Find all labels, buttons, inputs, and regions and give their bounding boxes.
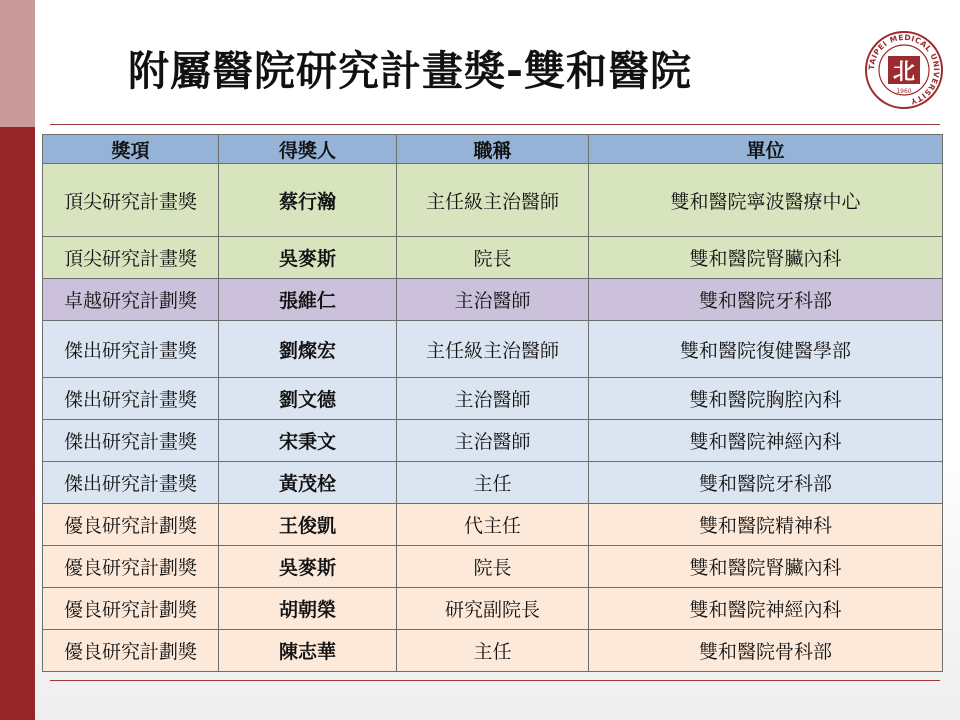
taipei-medical-university-seal-icon xyxy=(864,30,944,110)
divider-bottom xyxy=(50,680,940,681)
cell-award: 傑出研究計畫獎 xyxy=(43,462,219,504)
accent-bar-light xyxy=(0,0,35,127)
table-row xyxy=(43,237,943,279)
cell-recipient: 宋秉文 xyxy=(219,420,397,462)
cell-award: 優良研究計劃獎 xyxy=(43,504,219,546)
table-row xyxy=(43,630,943,672)
cell-award: 傑出研究計畫獎 xyxy=(43,420,219,462)
cell-unit: 雙和醫院骨科部 xyxy=(589,630,943,672)
table-row xyxy=(43,462,943,504)
cell-position: 主任級主治醫師 xyxy=(397,164,589,237)
cell-position: 主任 xyxy=(397,462,589,504)
cell-recipient: 胡朝榮 xyxy=(219,588,397,630)
header-unit: 單位 xyxy=(589,135,943,164)
accent-bar xyxy=(0,127,35,720)
cell-recipient: 王俊凱 xyxy=(219,504,397,546)
cell-recipient: 吳麥斯 xyxy=(219,546,397,588)
cell-recipient: 陳志華 xyxy=(219,630,397,672)
cell-position: 主治醫師 xyxy=(397,279,589,321)
header-award: 獎項 xyxy=(43,135,219,164)
cell-award: 傑出研究計畫獎 xyxy=(43,378,219,420)
divider-top xyxy=(50,124,940,125)
cell-position: 研究副院長 xyxy=(397,588,589,630)
table-row xyxy=(43,279,943,321)
cell-unit: 雙和醫院神經內科 xyxy=(589,588,943,630)
logo-year: 1960 xyxy=(896,88,912,95)
cell-award: 優良研究計劃獎 xyxy=(43,546,219,588)
cell-unit: 雙和醫院神經內科 xyxy=(589,420,943,462)
awards-table xyxy=(42,134,943,672)
cell-award: 頂尖研究計畫獎 xyxy=(43,237,219,279)
table-row xyxy=(43,420,943,462)
cell-position: 院長 xyxy=(397,237,589,279)
logo-glyph: 北 xyxy=(892,60,916,85)
cell-recipient: 蔡行瀚 xyxy=(219,164,397,237)
cell-recipient: 吳麥斯 xyxy=(219,237,397,279)
table-row xyxy=(43,504,943,546)
table-row xyxy=(43,546,943,588)
table-row xyxy=(43,378,943,420)
cell-position: 代主任 xyxy=(397,504,589,546)
cell-award: 優良研究計劃獎 xyxy=(43,630,219,672)
cell-recipient: 張維仁 xyxy=(219,279,397,321)
cell-recipient: 劉燦宏 xyxy=(219,321,397,378)
cell-unit: 雙和醫院胸腔內科 xyxy=(589,378,943,420)
page-title: 附屬醫院研究計畫獎-雙和醫院 xyxy=(128,47,693,95)
cell-recipient: 劉文德 xyxy=(219,378,397,420)
cell-unit: 雙和醫院精神科 xyxy=(589,504,943,546)
cell-unit: 雙和醫院腎臟內科 xyxy=(589,237,943,279)
cell-unit: 雙和醫院復健醫學部 xyxy=(589,321,943,378)
cell-unit: 雙和醫院牙科部 xyxy=(589,462,943,504)
logo-ring-text: TAIPEI MEDICAL UNIVERSITY xyxy=(866,32,942,107)
table-row xyxy=(43,164,943,237)
cell-position: 主治醫師 xyxy=(397,420,589,462)
header-position: 職稱 xyxy=(397,135,589,164)
cell-position: 主治醫師 xyxy=(397,378,589,420)
cell-award: 頂尖研究計畫獎 xyxy=(43,164,219,237)
cell-award: 傑出研究計畫獎 xyxy=(43,321,219,378)
cell-unit: 雙和醫院腎臟內科 xyxy=(589,546,943,588)
table-row xyxy=(43,321,943,378)
cell-unit: 雙和醫院牙科部 xyxy=(589,279,943,321)
cell-position: 主任 xyxy=(397,630,589,672)
header-recipient: 得獎人 xyxy=(219,135,397,164)
cell-unit: 雙和醫院寧波醫療中心 xyxy=(589,164,943,237)
cell-position: 主任級主治醫師 xyxy=(397,321,589,378)
cell-award: 卓越研究計劃獎 xyxy=(43,279,219,321)
cell-award: 優良研究計劃獎 xyxy=(43,588,219,630)
table-header-row xyxy=(43,135,943,164)
table-row xyxy=(43,588,943,630)
cell-position: 院長 xyxy=(397,546,589,588)
cell-recipient: 黃茂栓 xyxy=(219,462,397,504)
